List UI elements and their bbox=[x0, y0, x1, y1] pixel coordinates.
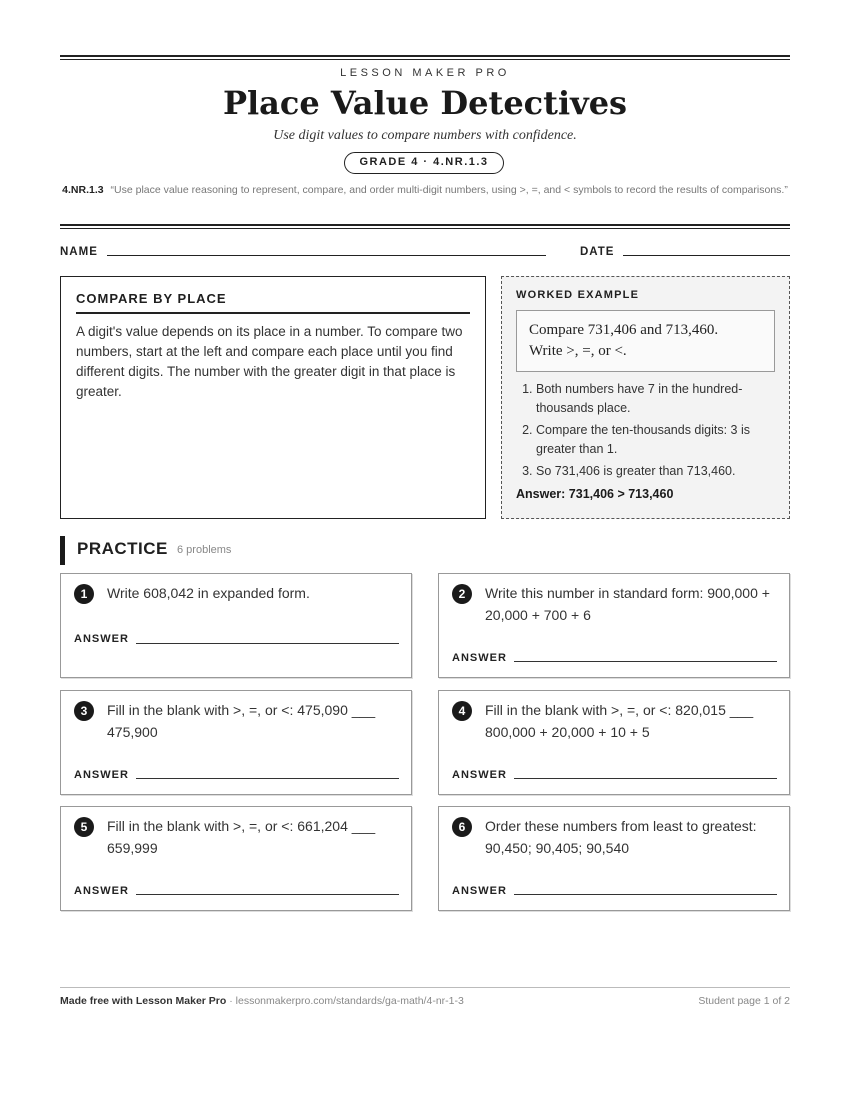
header-bottom-double-rule bbox=[60, 224, 790, 229]
answer-label: ANSWER bbox=[452, 652, 507, 664]
answer-label: ANSWER bbox=[74, 769, 129, 781]
standard-statement bbox=[60, 182, 790, 198]
step-item: 3. So 731,406 is greater than 713,460. bbox=[536, 462, 775, 481]
answer-label: ANSWER bbox=[74, 633, 129, 645]
brand-name: LESSON MAKER PRO bbox=[340, 67, 510, 79]
top-double-rule bbox=[60, 55, 790, 60]
problem-text: Write this number in standard form: 900,000 + 20,000 + 700 + 6 bbox=[485, 585, 770, 623]
grade-badge: GRADE 4 · 4.NR.1.3 bbox=[344, 152, 504, 174]
prompt-line-1: Compare 731,406 and 713,460. bbox=[529, 322, 719, 338]
problem-card-5 bbox=[60, 806, 412, 911]
problem-card-1 bbox=[60, 573, 412, 678]
problem-card-6 bbox=[438, 806, 790, 911]
name-field[interactable] bbox=[107, 255, 546, 256]
problem-text: Fill in the blank with >, =, or <: 820,015 ___ 800,000 + 20,000 + 10 + 5 bbox=[485, 702, 754, 740]
worked-example-steps bbox=[516, 380, 775, 481]
worked-example-heading: WORKED EXAMPLE bbox=[516, 289, 640, 301]
problem-number: 6 bbox=[452, 817, 472, 837]
step-item: 2. Compare the ten-thousands digits: 3 is greater than 1. bbox=[536, 421, 775, 459]
practice-count: 6 problems bbox=[177, 544, 232, 556]
answer-label: ANSWER bbox=[74, 885, 129, 897]
answer-line-4[interactable] bbox=[514, 778, 777, 779]
answer-line-3[interactable] bbox=[136, 778, 399, 779]
name-label: NAME bbox=[60, 246, 98, 258]
practice-title: PRACTICE bbox=[77, 539, 168, 558]
compare-heading: COMPARE BY PLACE bbox=[76, 291, 470, 314]
compare-by-place-box bbox=[60, 276, 486, 519]
footer-rule bbox=[60, 987, 790, 988]
standard-text: “Use place value reasoning to represent, compare, and order multi-digit numbers, using >, =, and < symbols to record the results of comparisons.” bbox=[110, 184, 788, 196]
date-field[interactable] bbox=[623, 255, 790, 256]
problem-card-4 bbox=[438, 690, 790, 795]
problem-number: 4 bbox=[452, 701, 472, 721]
problem-number: 2 bbox=[452, 584, 472, 604]
practice-accent-bar bbox=[60, 536, 65, 565]
problem-card-2 bbox=[438, 573, 790, 678]
standard-code: 4.NR.1.3 bbox=[62, 184, 104, 196]
answer-label: ANSWER bbox=[452, 769, 507, 781]
problem-number: 3 bbox=[74, 701, 94, 721]
worked-example-answer: Answer: 731,406 > 713,460 bbox=[516, 487, 674, 501]
problem-text: Fill in the blank with >, =, or <: 661,204 ___ 659,999 bbox=[107, 818, 376, 856]
problem-text: Order these numbers from least to greatest: 90,450; 90,405; 90,540 bbox=[485, 818, 757, 856]
problem-text: Write 608,042 in expanded form. bbox=[107, 585, 310, 601]
answer-line-6[interactable] bbox=[514, 894, 777, 895]
page-subtitle: Use digit values to compare numbers with confidence. bbox=[273, 128, 577, 143]
problem-number: 5 bbox=[74, 817, 94, 837]
problem-number: 1 bbox=[74, 584, 94, 604]
footer-page-number: Student page 1 of 2 bbox=[698, 995, 790, 1007]
problem-card-3 bbox=[60, 690, 412, 795]
answer-line-5[interactable] bbox=[136, 894, 399, 895]
footer-credit bbox=[60, 995, 464, 1007]
prompt-line-2: Write >, =, or <. bbox=[529, 343, 627, 359]
answer-line-1[interactable] bbox=[136, 643, 399, 644]
footer-url[interactable]: · lessonmakerpro.com/standards/ga-math/4-nr-1-3 bbox=[226, 995, 464, 1007]
worked-example-prompt bbox=[516, 310, 775, 372]
worked-example-box bbox=[501, 276, 790, 519]
date-label: DATE bbox=[580, 246, 615, 258]
footer-made-with: Made free with Lesson Maker Pro bbox=[60, 995, 227, 1007]
answer-line-2[interactable] bbox=[514, 661, 777, 662]
step-item: 1. Both numbers have 7 in the hundred-thousands place. bbox=[536, 380, 775, 418]
answer-label: ANSWER bbox=[452, 885, 507, 897]
page-title: Place Value Detectives bbox=[222, 84, 628, 122]
problem-text: Fill in the blank with >, =, or <: 475,090 ___ 475,900 bbox=[107, 702, 376, 740]
compare-body: A digit's value depends on its place in a number. To compare two numbers, start at the left and compare each place until you find different digits. The number with the greater digit in that place is greater. bbox=[76, 324, 463, 399]
